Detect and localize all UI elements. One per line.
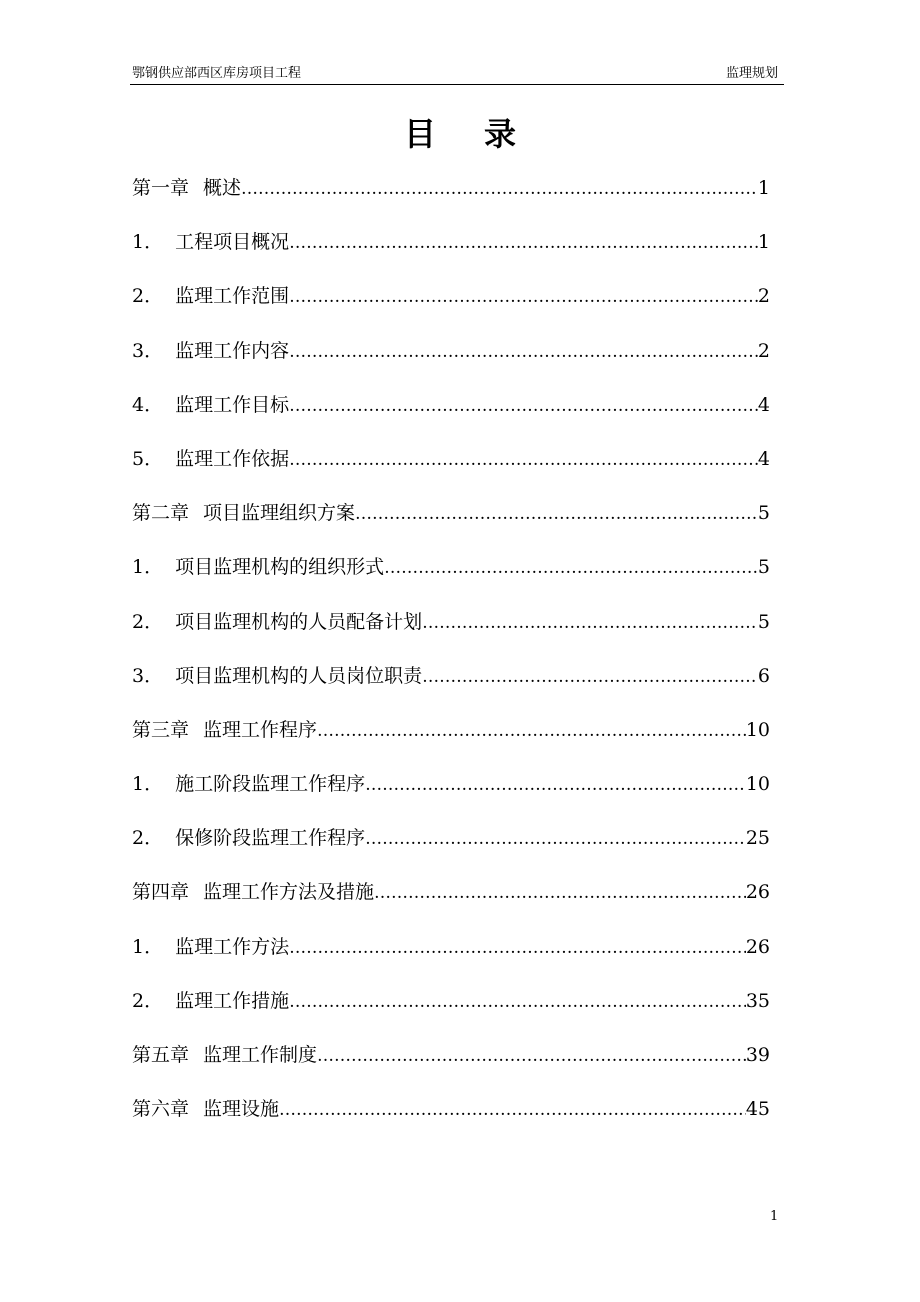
toc-page-number: 4	[757, 447, 770, 470]
toc-leader-dots	[289, 332, 758, 372]
toc-chapter-number: 第五章	[132, 1044, 190, 1066]
toc-entry[interactable]	[132, 222, 770, 276]
toc-chapter-number: 第四章	[132, 881, 190, 904]
toc-page-number: 5	[757, 502, 770, 525]
toc-leader-dots	[422, 657, 758, 697]
toc-entry[interactable]	[132, 493, 770, 547]
toc-entry-text: 监理工作目标	[175, 393, 290, 416]
toc-entry-label	[132, 656, 422, 696]
toc-entry-text: 项目监理机构的人员配备计划	[175, 610, 423, 633]
toc-entry-text: 项目监理机构的人员岗位职责	[175, 664, 423, 687]
toc-section-number: 4．	[132, 393, 164, 416]
toc-entry-label	[132, 927, 289, 967]
toc-entry[interactable]	[132, 602, 770, 656]
toc-section-number: 1．	[132, 231, 164, 254]
toc-page-number: 35	[745, 989, 770, 1012]
toc-entry-text: 监理工作方法及措施	[203, 881, 375, 904]
toc-section-number: 2．	[132, 610, 164, 633]
header-divider	[130, 84, 784, 85]
toc-entry[interactable]	[132, 710, 770, 764]
toc-leader-dots	[384, 548, 758, 588]
toc-entry[interactable]	[132, 547, 770, 601]
toc-entry-label	[132, 331, 289, 371]
toc-leader-dots	[317, 1036, 746, 1076]
toc-entry[interactable]	[132, 331, 770, 385]
toc-chapter-number: 第三章	[132, 718, 190, 741]
table-of-contents	[132, 168, 770, 1143]
toc-leader-dots	[374, 873, 746, 913]
toc-page-number: 5	[757, 556, 770, 579]
page-header	[130, 66, 782, 84]
toc-entry-label	[132, 276, 289, 316]
toc-entry-text: 监理工作措施	[175, 989, 290, 1012]
toc-entry-text: 项目监理组织方案	[203, 502, 356, 525]
toc-entry-label	[132, 764, 365, 804]
toc-entry-text: 概述	[203, 177, 242, 199]
toc-leader-dots	[289, 277, 758, 317]
toc-entry[interactable]	[132, 656, 770, 710]
toc-entry-label	[132, 439, 289, 479]
toc-page-number: 1	[757, 177, 770, 199]
toc-entry-label	[132, 168, 241, 208]
toc-entry-label	[132, 818, 365, 858]
toc-page-number: 2	[757, 339, 770, 362]
toc-section-number: 1．	[132, 935, 164, 958]
toc-entry-label	[132, 493, 355, 533]
toc-entry[interactable]	[132, 168, 770, 222]
toc-entry-text: 监理工作范围	[175, 285, 290, 308]
toc-entry[interactable]	[132, 1035, 770, 1089]
toc-entry-label	[132, 872, 374, 912]
toc-entry-label	[132, 602, 422, 642]
toc-entry-label	[132, 710, 317, 750]
toc-leader-dots	[355, 494, 758, 534]
toc-entry[interactable]	[132, 927, 770, 981]
toc-page-number: 39	[745, 1044, 770, 1066]
toc-entry[interactable]	[132, 385, 770, 439]
toc-entry-label	[132, 385, 289, 425]
toc-entry[interactable]	[132, 276, 770, 330]
toc-section-number: 1．	[132, 773, 164, 796]
toc-entry-text: 施工阶段监理工作程序	[175, 773, 366, 796]
toc-leader-dots	[289, 928, 746, 968]
toc-entry-text: 监理工作方法	[175, 935, 290, 958]
toc-leader-dots	[422, 603, 758, 643]
toc-page-number: 2	[757, 285, 770, 308]
toc-leader-dots	[279, 1090, 746, 1130]
header-project-name: 鄂钢供应部西区库房项目工程	[132, 66, 302, 81]
toc-chapter-number: 第一章	[132, 177, 190, 199]
toc-entry-text: 监理工作程序	[203, 718, 318, 741]
toc-entry[interactable]	[132, 439, 770, 493]
toc-entry[interactable]	[132, 818, 770, 872]
toc-page-number: 5	[757, 610, 770, 633]
toc-page-number: 26	[745, 935, 770, 958]
toc-page-number: 45	[745, 1098, 770, 1121]
toc-page-number: 10	[745, 773, 770, 796]
toc-leader-dots	[289, 982, 746, 1022]
toc-leader-dots	[289, 386, 758, 426]
toc-section-number: 2．	[132, 285, 164, 308]
toc-page-number: 10	[745, 718, 770, 741]
toc-entry-label	[132, 1035, 317, 1075]
toc-entry[interactable]	[132, 981, 770, 1035]
toc-page-number: 26	[745, 881, 770, 904]
toc-leader-dots	[365, 819, 746, 859]
toc-chapter-number: 第六章	[132, 1098, 190, 1121]
page-title: 目录	[403, 115, 564, 153]
toc-leader-dots	[241, 169, 758, 209]
toc-page-number: 6	[757, 664, 770, 687]
header-section-name: 监理规划	[725, 66, 778, 81]
toc-entry-text: 工程项目概况	[175, 231, 290, 254]
toc-page-number: 1	[757, 231, 770, 254]
toc-section-number: 3．	[132, 664, 164, 687]
toc-leader-dots	[289, 440, 758, 480]
toc-entry[interactable]	[132, 872, 770, 926]
toc-entry-text: 监理工作内容	[175, 339, 290, 362]
toc-entry-text: 监理工作依据	[175, 447, 290, 470]
toc-section-number: 2．	[132, 827, 164, 850]
toc-entry[interactable]	[132, 764, 770, 818]
toc-entry-label	[132, 547, 384, 587]
toc-entry-label	[132, 1089, 279, 1129]
toc-leader-dots	[289, 223, 758, 263]
toc-entry-text: 保修阶段监理工作程序	[175, 827, 366, 850]
toc-leader-dots	[365, 765, 746, 805]
toc-entry-label	[132, 981, 289, 1021]
toc-entry-label	[132, 222, 289, 262]
toc-section-number: 1．	[132, 556, 164, 579]
toc-entry-text: 监理工作制度	[203, 1044, 318, 1066]
toc-entry[interactable]	[132, 1089, 770, 1143]
toc-section-number: 3．	[132, 339, 164, 362]
toc-entry-text: 监理设施	[203, 1098, 280, 1121]
toc-leader-dots	[317, 711, 746, 751]
toc-section-number: 5．	[132, 447, 164, 470]
toc-chapter-number: 第二章	[132, 502, 190, 525]
toc-section-number: 2．	[132, 989, 164, 1012]
toc-page-number: 4	[757, 393, 770, 416]
toc-entry-text: 项目监理机构的组织形式	[175, 556, 385, 579]
toc-page-number: 25	[745, 827, 770, 850]
page-number: 1	[770, 1209, 779, 1224]
